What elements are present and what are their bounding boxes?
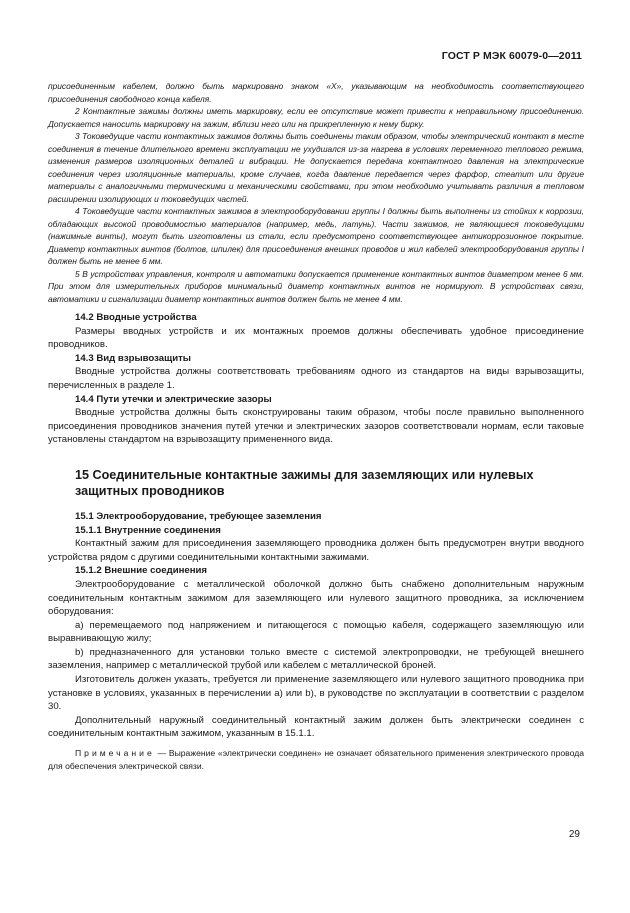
note-4: 4 Токоведущие части контактных зажимов в электрооборудовании группы I должны быть выполнены из стойких к коррозии, обладающих высокой проводимостью материалов (например, медь, латунь). Части зажимов, не являющиеся токоведущими (нажимные винты), могут быть изготовлены из стали, если предусмотрено соответствующее антикоррозионное покрытие. Диаметр контактных винтов (болтов, шпилек) для присоединения внешних проводов и жил кабелей электрооборудования группы I должен быть не менее 6 мм. [48,206,584,266]
text-15-1-1: Контактный зажим для присоединения заземляющего проводника должен быть предусмотрен внутри вводного устройства рядом с другими соединительными контактными зажимами. [48,538,584,563]
note-continuation: присоединенным кабелем, должно быть маркировано знаком «Х», указывающим на необходимость соответствующего присоединения свободного конца кабеля. [48,81,584,104]
heading-section-15: 15 Соединительные контактные зажимы для заземляющих или нулевых защитных проводников [75,467,534,498]
text-manufacturer: Изготовитель должен указать, требуется ли применение заземляющего или нулевого защитного проводника при установке в условиях, указанных в перечислении а) или b), в руководстве по эксплуатации в соответствии с разделом 30. [48,674,584,713]
heading-15-1: 15.1 Электрооборудование, требующее заземления [75,510,322,522]
note-3: 3 Токоведущие части контактных зажимов должны быть соединены таким образом, чтобы электрический контакт в месте соединения в течение длительного времени эксплуатации не ухудшался из-за нагрева в условиях переменного теплового режима, изменения размеров изоляционных деталей и вибрации. Не допускается передача контактного давления на электрические соединения через изоляционные материалы, кроме случаев, когда давление передается через фарфор, стеатит или другие материалы с аналогичными термическими и механическими свойствами, при этом необходимо учитывать различия в тепловом расширении изолирующих и токоведущих частей. [48,131,584,204]
page-number: 29 [568,829,580,840]
text-14-4: Вводные устройства должны быть сконструированы таким образом, чтобы после правильно выполненного присоединения проводников значения путей утечки и электрических зазоров соответствовали нормам, если таковые установлены стандартом на взрывозащиту примененного вида. [48,407,584,446]
heading-14-3: 14.3 Вид взрывозащиты [75,352,192,364]
footnote-dash: — [154,748,169,759]
text-14-3: Вводные устройства должны соответствовать требованиям одного из стандартов на виды взрывозащиты, перечисленных в разделе 1. [48,366,584,391]
heading-15-1-1: 15.1.1 Внутренние соединения [75,524,221,536]
heading-14-2: 14.2 Вводные устройства [75,312,197,323]
footnote [48,747,584,772]
standard-header: ГОСТ Р МЭК 60079-0—2011 [441,50,582,62]
list-item-b: b) предназначенного для установки только вместе с системой электропроводки, не требующей внешнего заземления, например с металлической трубой или кабелем с металлической броней. [48,646,584,672]
text-14-2: Размеры вводных устройств и их монтажных проемов должны обеспечивать удобное присоединение проводников. [48,325,584,351]
text-15-1-2-intro: Электрооборудование с металлической оболочкой должно быть снабжено дополнительным наружным соединительным контактным зажимом для заземляющего или нулевого защитного проводника, за исключением оборудования: [48,578,584,618]
list-item-a: а) перемещаемого под напряжением и питающегося с помощью кабеля, содержащего заземляющую или выравнивающую жилу; [48,619,584,645]
text-additional-terminal: Дополнительный наружный соединительный контактный зажим должен быть электрически соединен с соединительным контактным зажимом, указанным в 15.1.1. [48,714,584,740]
note-5: 5 В устройствах управления, контроля и автоматики допускается применение контактных винтов диаметром менее 6 мм. При этом для измерительных приборов минимальный диаметр контактных винтов не нормируют. В устройствах связи, автоматики и сигнализации диаметр контактных винтов должен быть не менее 4 мм. [48,268,584,304]
heading-14-4: 14.4 Пути утечки и электрические зазоры [75,393,272,405]
footnote-label: Примечание [75,748,155,759]
footnote-text: Выражение «электрически соединен» не означает обязательного применения электрического провода для обеспечения электрической связи. [48,748,584,771]
page-content [48,80,584,772]
heading-15-1-2: 15.1.2 Внешние соединения [75,565,208,577]
note-2: 2 Контактные зажимы должны иметь маркировку, если ее отсутствие может привести к неправильному присоединению. Допускается наносить маркировку на зажим, вблизи него или на прикрепленную к нему бирку. [48,106,584,129]
